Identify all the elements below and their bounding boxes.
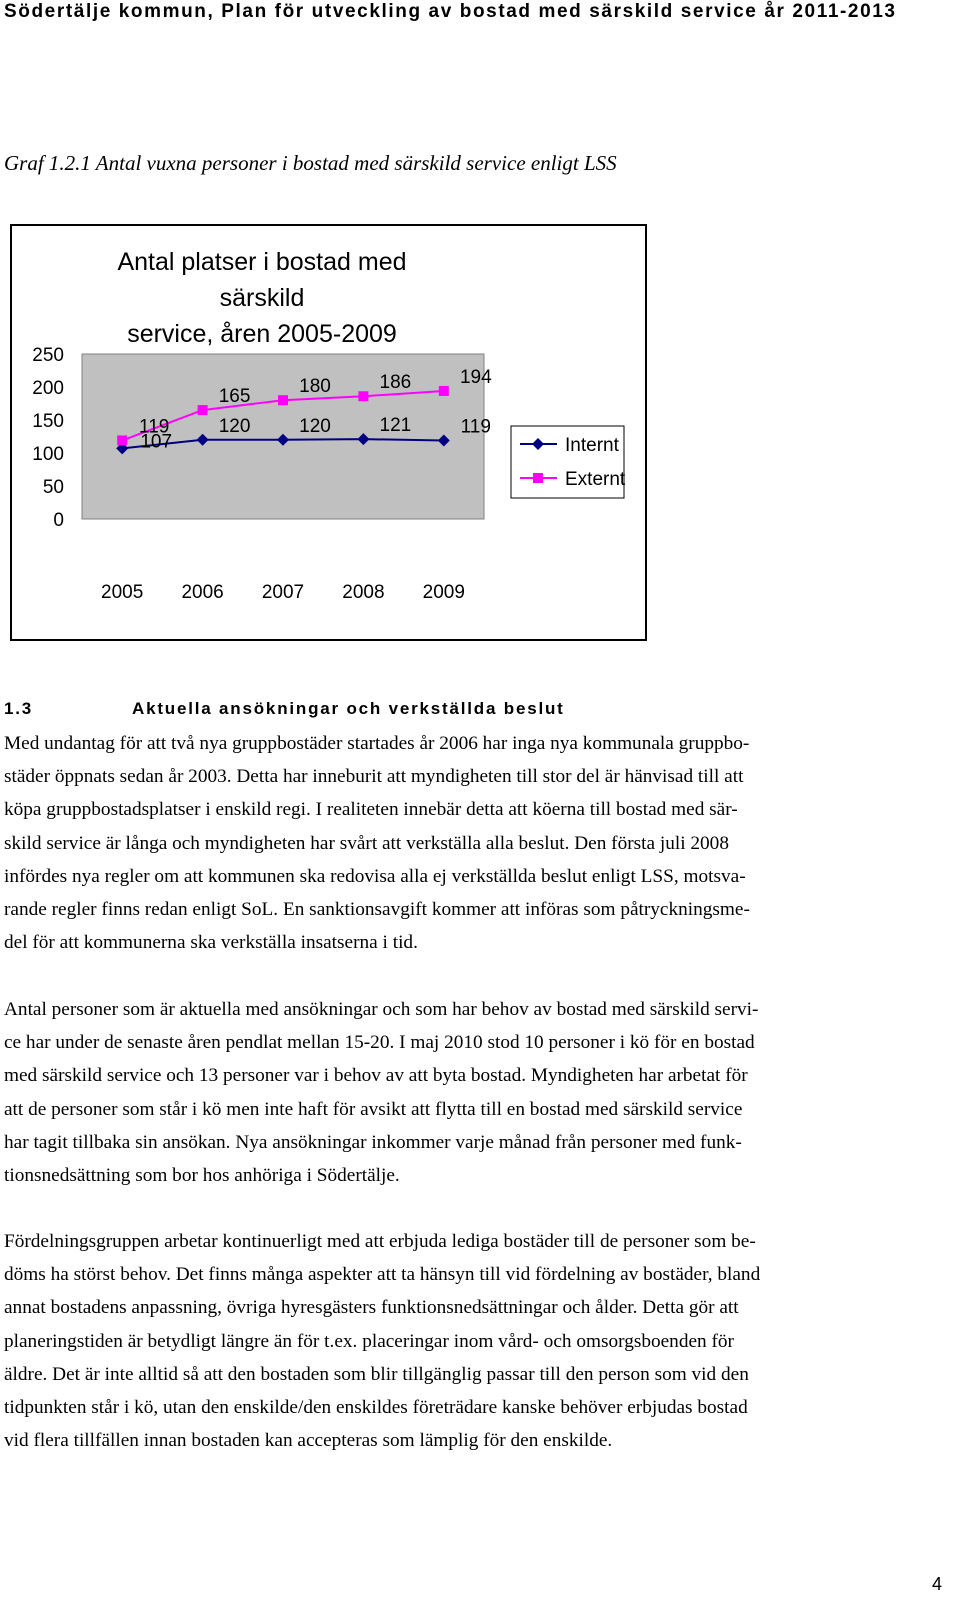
paragraph-line: infördes nya regler om att kommunen ska redovisa alla ej verkställda beslut enligt LSS, motsva-: [4, 865, 746, 887]
data-label: 120: [299, 415, 331, 437]
paragraph-line: Fördelningsgruppen arbetar kontinuerligt med att erbjuda lediga bostäder till de personer som be-: [4, 1231, 756, 1252]
x-tick-label: 2008: [342, 582, 385, 603]
document-header: [4, 0, 944, 24]
y-tick-label: 150: [32, 411, 64, 432]
chart-title-line-1: Antal platser i bostad med särskild: [117, 248, 407, 312]
figure-caption: Graf 1.2.1 Antal vuxna personer i bostad med särskild service enligt LSS: [4, 151, 617, 175]
x-tick-label: 2006: [181, 582, 224, 603]
paragraph: [4, 1225, 955, 1457]
data-point-externt: [439, 386, 449, 396]
paragraph-line: döms ha störst behov. Det finns många aspekter att ta hänsyn till vid fördelning av bostäder, bland: [4, 1264, 761, 1286]
paragraph-line: ce har under de senaste åren pendlat mellan 15-20. I maj 2010 stod 10 personer i kö för en bostad: [4, 1032, 755, 1054]
x-tick-label: 2005: [101, 582, 144, 603]
y-tick-label: 200: [32, 378, 64, 399]
data-label: 180: [299, 376, 331, 398]
paragraph-line: äldre. Det är inte alltid så att den bostaden som blir tillgänglig passar till den person som vid den: [4, 1363, 749, 1385]
paragraph-line: vid flera tillfällen innan bostaden kan accepteras som lämplig för den enskilde.: [4, 1430, 613, 1452]
section-number: 1.3: [4, 699, 34, 718]
paragraph-line: Med undantag för att två nya gruppbostäder startades år 2006 har inga nya kommunala gruppbo-: [4, 733, 750, 754]
legend-label: Externt: [565, 469, 626, 490]
data-label: 107: [140, 431, 173, 453]
paragraph: [4, 993, 955, 1192]
paragraph: [4, 727, 955, 959]
chart-title-line-2: service, åren 2005-2009: [127, 320, 397, 348]
x-tick-label: 2007: [261, 582, 305, 603]
paragraph-line: köpa gruppbostadsplatser i enskild regi. I realiteten innebär detta att köerna till bostad med sär-: [4, 799, 738, 821]
data-label: 120: [218, 415, 251, 437]
paragraph-line: skild service är långa och myndigheten har svårt att verkställa alla beslut. Den första juli 2008: [4, 832, 729, 854]
y-tick-label: 50: [42, 477, 64, 498]
data-label: 186: [379, 372, 412, 394]
chart-frame: [10, 224, 647, 641]
paragraph-line: städer öppnats sedan år 2003. Detta har inneburit att myndigheten till stor del är hänvisad till att: [4, 766, 744, 788]
data-point-externt: [198, 405, 208, 415]
x-tick-label: 2009: [422, 582, 465, 603]
y-tick-label: 0: [53, 510, 64, 531]
data-label: 194: [459, 366, 492, 388]
paragraph-line: tionsnedsättning som bor hos anhöriga i Södertälje.: [4, 1165, 400, 1187]
data-point-externt: [278, 395, 288, 405]
paragraph-line: del för att kommunerna ska verkställa insatserna i tid.: [4, 932, 418, 954]
data-label: 121: [379, 415, 412, 437]
data-point-externt: [117, 435, 127, 445]
section-title: Aktuella ansökningar och verkställda beslut: [132, 699, 565, 718]
paragraph-line: Antal personer som är aktuella med ansökningar och som har behov av bostad med särskild servi-: [4, 999, 759, 1020]
data-label: 119: [460, 416, 491, 438]
data-label: 165: [218, 386, 251, 408]
data-label: 119: [139, 416, 170, 438]
paragraph-line: planeringstiden är betydligt längre än för t.ex. placeringar inom vård- och omsorgsboenden för: [4, 1330, 734, 1352]
line-chart: [12, 226, 645, 639]
y-tick-label: 250: [32, 345, 64, 366]
paragraph-line: tidpunkten står i kö, utan den enskilde/den enskildes företrädare kanske behöver erbjudas bostad: [4, 1397, 748, 1419]
legend-marker-externt: [533, 473, 543, 483]
header-title: Södertälje kommun, Plan för utveckling av bostad med särskild service år 2011-2013: [4, 1, 897, 22]
data-point-externt: [358, 391, 368, 401]
paragraph-line: annat bostadens anpassning, övriga hyresgästers funktionsnedsättningar och ålder. Detta gör att: [4, 1297, 739, 1319]
section-heading: [4, 697, 944, 721]
paragraph-line: har tagit tillbaka sin ansökan. Nya ansökningar inkommer varje månad från personer med funk-: [4, 1131, 742, 1153]
paragraph-line: med särskild service och 13 personer var i behov av att byta bostad. Myndigheten har arbetat för: [4, 1065, 748, 1087]
y-tick-label: 100: [32, 444, 64, 465]
legend-label: Internt: [565, 435, 619, 456]
paragraph-line: rande regler finns redan enligt SoL. En sanktionsavgift kommer att införas som påtryckningsme-: [4, 899, 750, 921]
paragraph-line: att de personer som står i kö men inte haft för avsikt att flytta till en bostad med särskild service: [4, 1098, 743, 1120]
page-number: 4: [931, 1574, 942, 1594]
